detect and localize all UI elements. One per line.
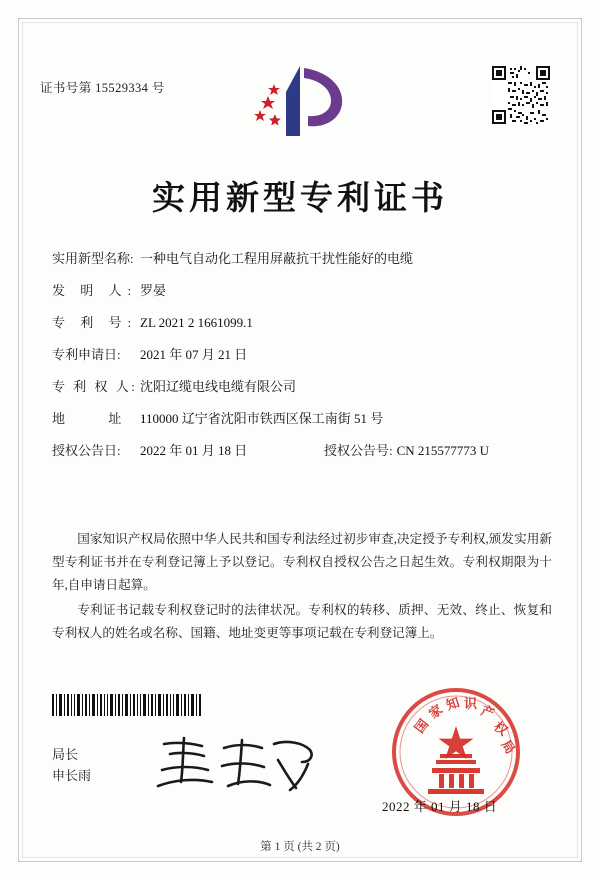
field-label-patentee: 专 利 权 人:	[52, 379, 138, 394]
svg-text:局: 局	[497, 737, 518, 758]
field-value-inventor: 罗晏	[140, 283, 167, 298]
svg-text:识: 识	[464, 697, 478, 712]
field-value-grant-date: 2022 年 01 月 18 日	[140, 443, 248, 458]
fields-block	[52, 248, 552, 472]
field-row-address	[52, 408, 552, 440]
signature-labels	[52, 744, 91, 786]
certificate-number: 证书号第 15529334 号	[40, 81, 165, 95]
field-label-patent-no: 专 利 号:	[52, 315, 138, 330]
handwritten-signature	[150, 730, 320, 796]
field-label-application-date: 专利申请日:	[52, 347, 121, 362]
field-label-inventor: 发 明 人:	[52, 283, 138, 298]
field-row-grant	[52, 440, 552, 472]
field-value-application-date: 2021 年 07 月 21 日	[140, 347, 248, 362]
svg-text:家: 家	[426, 702, 446, 723]
qr-code	[492, 66, 550, 124]
field-label-name: 实用新型名称:	[52, 251, 134, 266]
body-paragraph-1: 国家知识产权局依照中华人民共和国专利法经过初步审查,决定授予专利权,颁发实用新型专利证书并在专利登记簿上予以登记。专利权自授权公告之日起生效。专利权期限为十年,自申请日起算。	[52, 532, 552, 592]
field-label-address: 地 址:	[52, 411, 165, 426]
svg-text:知: 知	[444, 695, 462, 714]
page-title: 实用新型专利证书	[152, 178, 448, 217]
svg-text:产: 产	[478, 703, 496, 723]
field-row-patent-no	[52, 312, 552, 344]
field-row-name	[52, 248, 552, 280]
cnipa-logo-icon	[238, 62, 362, 140]
svg-text:权: 权	[490, 719, 511, 740]
grant-no-group	[324, 440, 489, 459]
barcode	[52, 694, 202, 716]
page-footer: 第 1 页 (共 2 页)	[260, 841, 340, 853]
field-row-application-date	[52, 344, 552, 376]
field-row-inventor	[52, 280, 552, 312]
field-value-patent-no: ZL 2021 2 1661099.1	[140, 315, 253, 330]
svg-text:国: 国	[412, 716, 433, 737]
field-row-patentee	[52, 376, 552, 408]
body-paragraph-2: 专利证书记载专利权登记时的法律状况。专利权的转移、质押、无效、终止、恢复和专利权人的姓名或名称、国籍、地址变更等事项记载在专利登记簿上。	[52, 603, 552, 640]
director-title-label: 局长	[52, 747, 79, 762]
field-label-grant-no: 授权公告号:	[324, 443, 393, 458]
body-text	[52, 528, 552, 647]
field-value-grant-no: CN 215577773 U	[396, 443, 490, 458]
field-value-patentee: 沈阳辽缆电线电缆有限公司	[140, 379, 297, 394]
seal-date: 2022 年 01 月 18 日	[382, 799, 498, 814]
field-label-grant-date: 授权公告日:	[52, 443, 121, 458]
field-value-name: 一种电气自动化工程用屏蔽抗干扰性能好的电缆	[140, 251, 414, 266]
field-value-address: 110000 辽宁省沈阳市铁西区保工南街 51 号	[140, 411, 384, 426]
director-name-label: 申长雨	[52, 768, 92, 783]
